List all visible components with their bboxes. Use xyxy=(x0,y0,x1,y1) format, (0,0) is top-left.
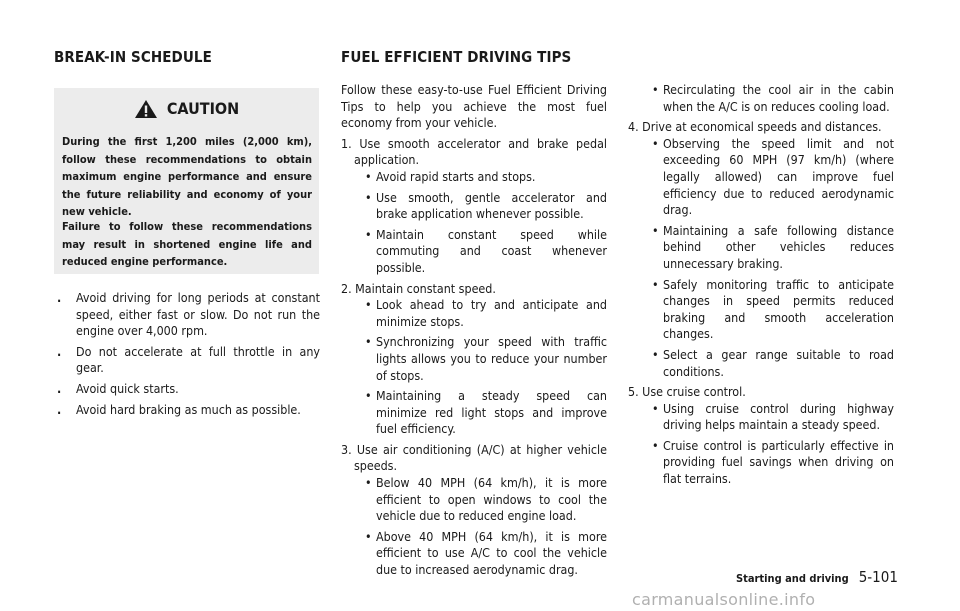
caution-paragraph: Failure to follow these recommendations may result in shortened engine life and reduced engine performance. xyxy=(62,220,312,268)
tip-1: 1. Use smooth accelerator and brake pedal application. xyxy=(341,135,607,168)
list-item: • Maintaining a steady speed can minimize red light stops and improve fuel efficiency. xyxy=(365,388,607,437)
tip-2: 2. Maintain constant speed. xyxy=(341,280,496,296)
list-item: • Maintain constant speed while commuting and coast whenever possible. xyxy=(365,226,607,275)
list-item: . Avoid quick starts. xyxy=(57,380,179,396)
break-in-heading: BREAK-IN SCHEDULE xyxy=(54,48,212,66)
intro-paragraph: Follow these easy-to-use Fuel Efficient Driving Tips to help you achieve the most fuel economy from your vehicle. xyxy=(341,82,607,131)
list-item: • Below 40 MPH (64 km/h), it is more efficient to open windows to cool the vehicle due to reduced engine load. xyxy=(365,475,607,524)
fuel-tips-heading: FUEL EFFICIENT DRIVING TIPS xyxy=(341,48,572,66)
list-item: • Recirculating the cool air in the cabin when the A/C is on reduces cooling load. xyxy=(652,82,894,114)
section-name: Starting and driving xyxy=(736,572,849,585)
caution-title: CAUTION xyxy=(166,99,240,118)
tip-3: 3. Use air conditioning (A/C) at higher vehicle speeds. xyxy=(341,441,607,474)
watermark: carmanualsonline.info xyxy=(632,590,816,609)
caution-box xyxy=(54,88,319,274)
list-item: • Safely monitoring traffic to anticipate changes in speed permits reduced braking and smooth acceleration changes. xyxy=(652,276,894,342)
list-item: • Use smooth, gentle accelerator and brake application whenever possible. xyxy=(365,189,607,222)
page-footer xyxy=(736,567,898,586)
list-item: . Avoid driving for long periods at constant speed, either fast or slow. Do not run the engine over 4,000 rpm. xyxy=(57,290,320,339)
list-item: • Synchronizing your speed with traffic lights allows you to reduce your number of stops. xyxy=(365,334,607,383)
warning-icon xyxy=(134,99,158,119)
list-item: . Do not accelerate at full throttle in any gear. xyxy=(57,343,320,376)
list-item: • Above 40 MPH (64 km/h), it is more efficient to use A/C to cool the vehicle due to increased aerodynamic drag. xyxy=(365,528,607,578)
list-item: • Look ahead to try and anticipate and minimize stops. xyxy=(365,297,607,329)
tips-column-2 xyxy=(628,82,894,492)
tip-5: 5. Use cruise control. xyxy=(628,384,746,400)
break-in-list xyxy=(54,290,320,422)
list-item: • Observing the speed limit and not exceeding 60 MPH (97 km/h) (where legally allowed) can improve fuel efficiency due to reduced aerodynamic drag. xyxy=(652,135,894,218)
caution-paragraph: During the first 1,200 miles (2,000 km), follow these recommendations to obtain maximum engine performance and ensure the future reliability and economy of your new vehicle. xyxy=(62,135,312,218)
page-number: 5-101 xyxy=(858,568,898,586)
list-item: • Select a gear range suitable to road conditions. xyxy=(652,346,894,379)
list-item: • Maintaining a safe following distance behind other vehicles reduces unnecessary braking. xyxy=(652,222,894,271)
list-item: . Avoid hard braking as much as possible. xyxy=(57,401,301,417)
list-item: • Using cruise control during highway driving helps maintain a steady speed. xyxy=(652,400,894,433)
list-item: • Avoid rapid starts and stops. xyxy=(365,168,536,184)
tips-column-1 xyxy=(341,82,607,583)
list-item: • Cruise control is particularly effective in providing fuel savings when driving on flat terrains. xyxy=(652,437,894,487)
tip-4: 4. Drive at economical speeds and distances. xyxy=(628,119,882,135)
caution-header xyxy=(54,98,319,119)
